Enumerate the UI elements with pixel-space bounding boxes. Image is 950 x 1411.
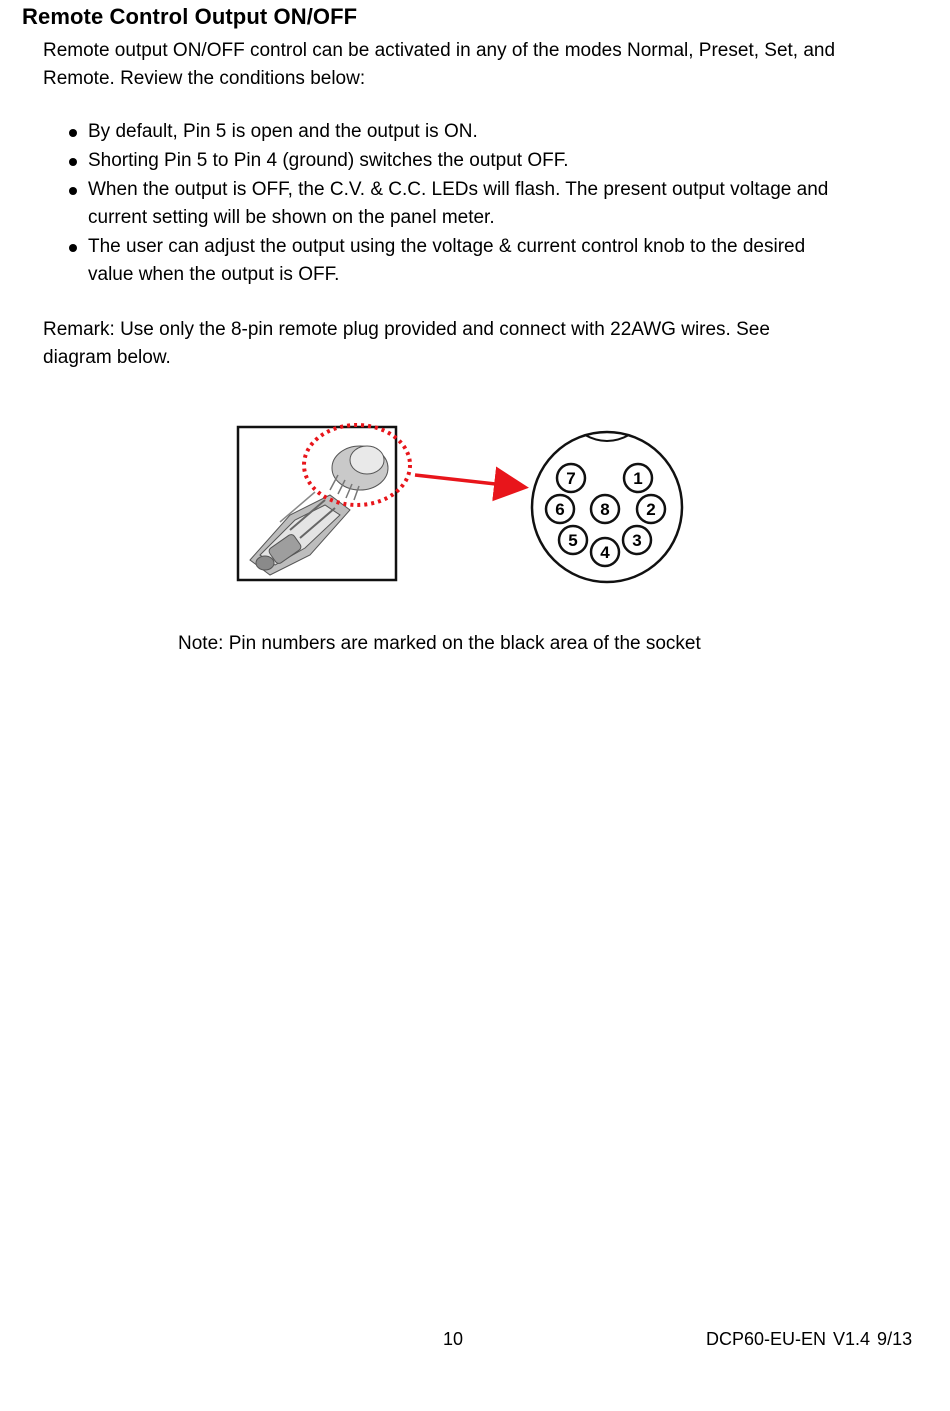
pin-1 xyxy=(624,464,652,492)
bullet-icon xyxy=(69,158,77,166)
list-item-text: By default, Pin 5 is open and the output is ON. xyxy=(88,121,478,142)
svg-text:6: 6 xyxy=(555,500,565,519)
plug-photo xyxy=(238,425,410,580)
document-id: DCP60-EU-EN V1.4 9/13 xyxy=(706,1329,913,1349)
pointer-arrow xyxy=(415,475,522,487)
remark-paragraph xyxy=(43,316,923,372)
bullet-icon xyxy=(69,187,77,195)
remark-line-2: diagram below. xyxy=(43,347,171,368)
list-item-text-continued: value when the output is OFF. xyxy=(88,264,340,285)
section-heading: Remote Control Output ON/OFF xyxy=(22,4,358,29)
conditions-list xyxy=(43,118,923,290)
svg-text:4: 4 xyxy=(600,543,610,562)
pin-2 xyxy=(637,495,665,523)
intro-line-1: Remote output ON/OFF control can be activated in any of the modes Normal, Preset, Set, and xyxy=(43,40,836,61)
list-item xyxy=(43,147,923,175)
svg-text:1: 1 xyxy=(633,469,643,488)
svg-text:7: 7 xyxy=(566,469,576,488)
svg-text:8: 8 xyxy=(600,500,610,519)
pin-6 xyxy=(546,495,574,523)
remark-line-1: Remark: Use only the 8-pin remote plug provided and connect with 22AWG wires. See xyxy=(43,319,770,340)
pin-4 xyxy=(591,538,619,566)
list-item-text-continued: current setting will be shown on the panel meter. xyxy=(88,207,495,228)
pin-7 xyxy=(557,464,585,492)
pin-8 xyxy=(591,495,619,523)
list-item xyxy=(43,118,923,146)
list-item-text: The user can adjust the output using the voltage & current control knob to the desired xyxy=(88,236,806,257)
page-number: 10 xyxy=(443,1329,464,1349)
list-item xyxy=(43,233,923,289)
remote-plug-diagram xyxy=(230,420,700,595)
figure-note: Note: Pin numbers are marked on the black area of the socket xyxy=(178,633,701,654)
svg-text:3: 3 xyxy=(632,531,642,550)
pin-5 xyxy=(559,526,587,554)
bullet-icon xyxy=(69,129,77,137)
list-item xyxy=(43,176,923,232)
svg-text:2: 2 xyxy=(646,500,656,519)
list-item-text: Shorting Pin 5 to Pin 4 (ground) switches the output OFF. xyxy=(88,150,569,171)
intro-paragraph xyxy=(43,37,923,93)
socket-diagram xyxy=(532,432,682,582)
pin-3 xyxy=(623,526,651,554)
svg-text:5: 5 xyxy=(568,531,578,550)
bullet-icon xyxy=(69,244,77,252)
list-item-text: When the output is OFF, the C.V. & C.C. LEDs will flash. The present output voltage and xyxy=(88,179,829,200)
intro-line-2: Remote. Review the conditions below: xyxy=(43,68,366,89)
